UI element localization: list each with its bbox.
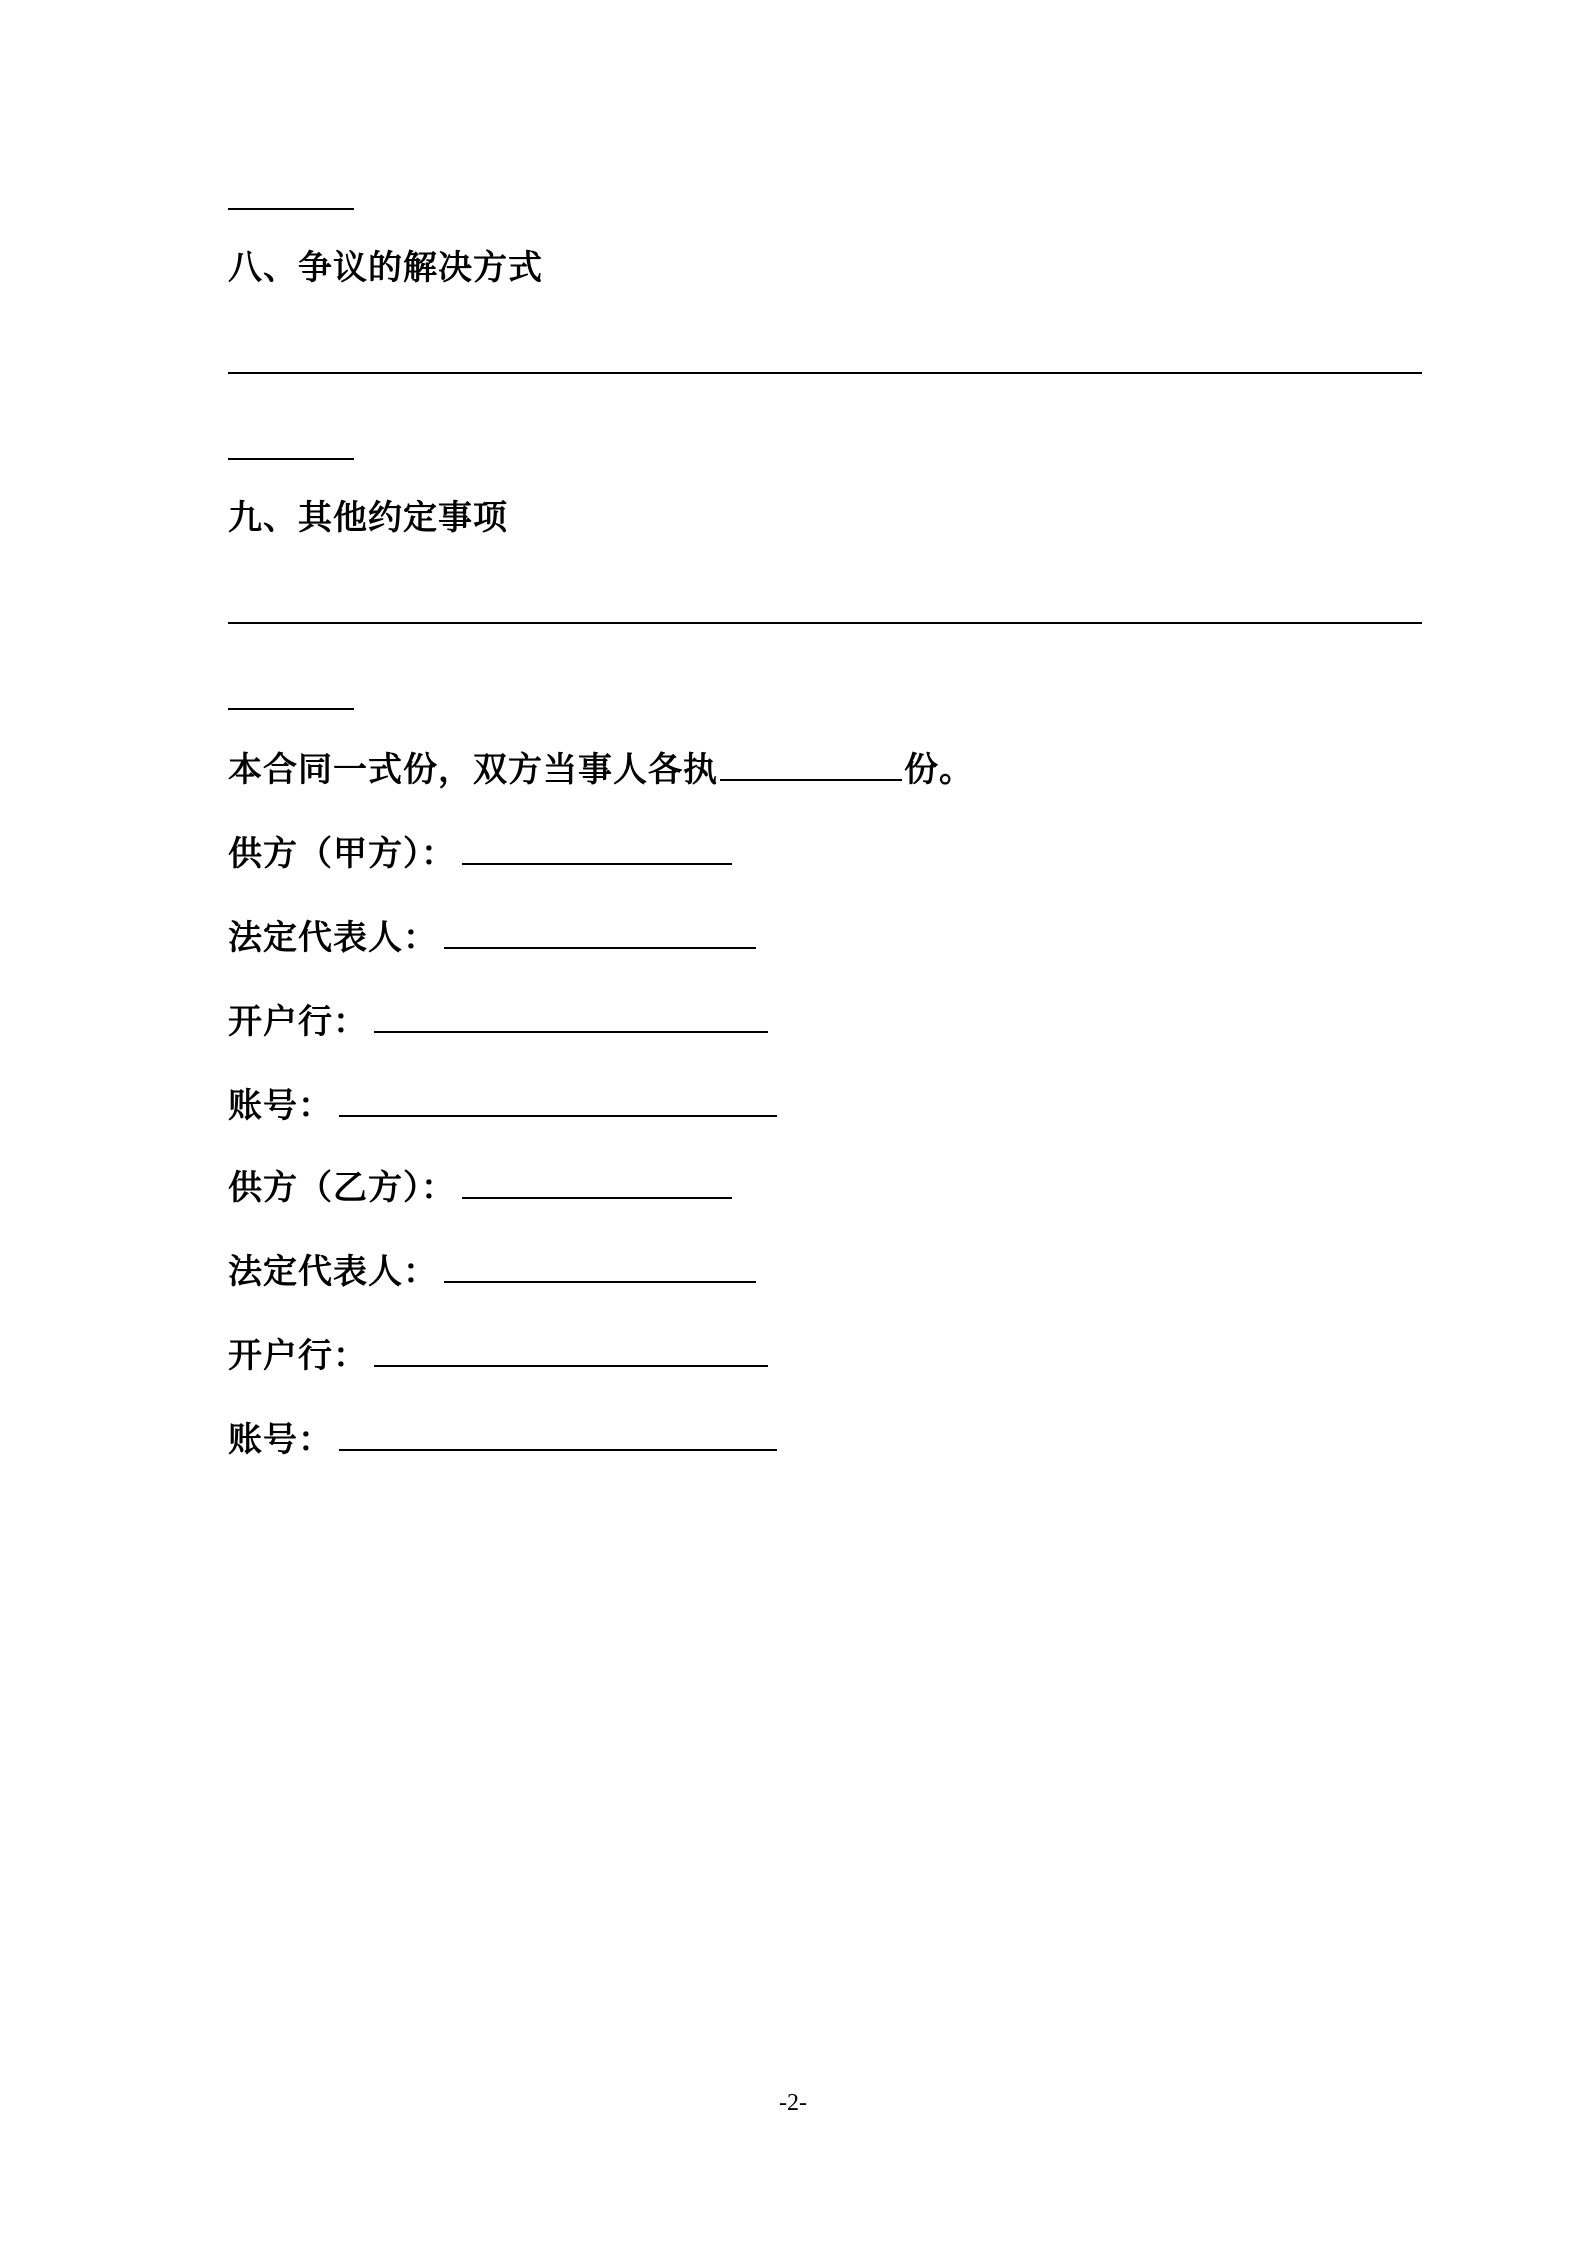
blank-line-full	[228, 622, 1422, 624]
section-heading-other: 九、其他约定事项	[228, 498, 508, 538]
party-a-supplier-label: 供方（甲方）：	[228, 834, 456, 874]
party-b-rep-label: 法定代表人：	[228, 1252, 438, 1292]
party-b-account-label: 账号：	[228, 1420, 333, 1460]
copies-sentence-before: 本合同一式份，双方当事人各执	[228, 750, 718, 790]
party-b-supplier-label: 供方（乙方）：	[228, 1168, 456, 1208]
party-a-bank-blank[interactable]	[374, 1001, 768, 1033]
party-a-account-blank[interactable]	[339, 1085, 777, 1117]
blank-line-full	[228, 372, 1422, 374]
section-heading-dispute: 八、争议的解决方式	[228, 248, 543, 288]
party-a-account-label: 账号：	[228, 1086, 333, 1126]
party-b-bank-label: 开户行：	[228, 1336, 368, 1376]
party-a-supplier-row	[228, 832, 732, 876]
party-a-rep-row	[228, 916, 756, 960]
party-b-account-blank[interactable]	[339, 1419, 777, 1451]
party-a-bank-row	[228, 1000, 768, 1044]
party-b-rep-blank[interactable]	[444, 1251, 756, 1283]
copies-sentence	[228, 748, 974, 792]
blank-line-short	[228, 708, 354, 710]
party-a-rep-label: 法定代表人：	[228, 918, 438, 958]
page-number: -2-	[779, 2090, 807, 2116]
party-b-supplier-blank[interactable]	[462, 1167, 732, 1199]
copies-count-blank[interactable]	[720, 749, 902, 781]
party-a-supplier-blank[interactable]	[462, 833, 732, 865]
party-b-bank-blank[interactable]	[374, 1335, 768, 1367]
copies-sentence-after: 份。	[904, 750, 974, 790]
blank-line-short	[228, 208, 354, 210]
party-b-rep-row	[228, 1250, 756, 1294]
party-b-supplier-row	[228, 1166, 732, 1210]
party-a-bank-label: 开户行：	[228, 1002, 368, 1042]
blank-line-short	[228, 458, 354, 460]
party-b-bank-row	[228, 1334, 768, 1378]
party-a-account-row	[228, 1084, 777, 1128]
party-b-account-row	[228, 1418, 777, 1462]
party-a-rep-blank[interactable]	[444, 917, 756, 949]
